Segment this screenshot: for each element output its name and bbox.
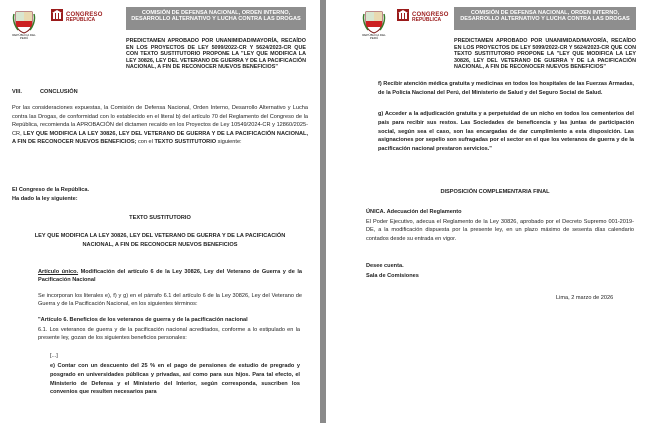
quote-paragraph-6-1: 6.1. Los veteranos de guerra y de la pacificación nacional acreditados, conforme a lo estipulado en la presente ley, gozan de los siguientes beneficios personales: [38,327,300,342]
articulo-body: Se incorporan los literales e), f) y g) en el párrafo 6.1 del artículo 6 de la Ley 30826, Ley del Veterano de Guerra y de la Pacificación Nacional, en los siguientes términos: [38,293,302,308]
document-page-left [0,0,320,423]
commission-line-1: COMISIÓN DE DEFENSA NACIONAL, ORDEN INTERNO, [470,10,620,16]
ha-dado-line: Ha dado la ley siguiente: [12,196,78,202]
republica-wordmark: REPÚBLICA [412,17,442,23]
document-page-right [326,0,650,423]
desee-cuenta: Desee cuenta. [366,263,404,269]
articulo-unico [38,268,302,285]
predictamen-heading: PREDICTAMEN APROBADO POR UNANIMIDAD/MAYORÍA, RECAÍDO EN LOS PROYECTOS DE LEY 5099/2022-CR Y 5624/2023-CR QUE CON TEXTO SUSTITUTORIO PROPONE LA "LEY QUE MODIFICA LA LEY 30826, LEY DEL VETERANO DE GUERRA Y DE LA PACIFICACIÓN NACIONAL, A FIN DE RECONOCER NUEVOS BENEFICIOS" [454,38,636,71]
texto-sustitutorio-title: TEXTO SUSTITUTORIO [129,215,191,221]
commission-header [454,7,636,30]
congreso-wordmark: CONGRESO [66,12,103,18]
sala-de-comisiones: Sala de Comisiones [366,273,419,279]
congreso-logo-icon [396,8,410,22]
predictamen-heading: PREDICTAMEN APROBADO POR UNANIMIDAD/MAYORÍA, RECAÍDO EN LOS PROYECTOS DE LEY 5099/2022-CR Y 5624/2023-CR QUE CON TEXTO SUSTITUTORIO PROPONE LA "LEY QUE MODIFICA LA LEY 30826, LEY DEL VETERANO DE GUERRA Y DE LA PACIFICACIÓN NACIONAL, A FIN DE RECONOCER NUEVOS BENEFICIOS" [126,38,306,71]
congreso-logo-icon [50,8,64,22]
section-title: CONCLUSIÓN [40,89,78,95]
republica-wordmark: REPÚBLICA [66,17,96,23]
item-g: g) Acceder a la adjudicación gratuita y a perpetuidad de un nicho en todos los cementerios del país para recibir sus restos. Las Sociedades de beneficencia y las juntas de participación social, según sea el caso, son las encargadas de dar cumplimiento a esta disposición. Las asignaciones por sepelio son sufragadas por el sector en el que los veteranos de guerra y de la pacificación nacional prestaron servicios." [378,111,634,153]
conclusion-paragraph [12,104,308,147]
item-f: f) Recibir atención médica gratuita y medicinas en todos los hospitales de las Fuerzas Armadas, de la Policía Nacional del Perú, del Ministerio de Salud y del Seguro Social de Salud. [378,81,634,96]
law-name-inline: LEY QUE MODIFICA LA LEY 30826, LEY DEL VETERANO DE GUERRA Y DE LA PACIFICACIÓN NACIONAL, A FIN DE RECONOCER NUEVOS BENEFICIOS; [12,130,308,146]
quote-title: "Artículo 6. Beneficios de los veteranos de guerra y de la pacificación nacional [38,317,248,323]
conclusion-ending: siguiente: [216,139,242,146]
section-number: VIII. [12,89,22,95]
unica-body: El Poder Ejecutivo, adecua el Reglamento de la Ley 30826, aprobado por el Decreto Supremo 001-2019-DE, a la modificación dispuesta por la presente ley, en un plazo máximo de sesenta días calendario contados desde su entrada en vigor. [366,219,634,242]
peru-coat-of-arms-icon [12,8,36,34]
law-title: LEY QUE MODIFICA LA LEY 30826, LEY DEL VETERANO DE GUERRA Y DE LA PACIFICACIÓN NACIONAL, A FIN DE RECONOCER NUEVOS BENEFICIOS [34,233,286,248]
commission-line-1: COMISIÓN DE DEFENSA NACIONAL, ORDEN INTERNO, [141,10,291,16]
peru-coat-of-arms-icon [362,8,386,34]
conclusion-text: Por las consideraciones expuestas, la Comisión de Defensa Nacional, Orden Interno, Desarrollo Alternativo y Lucha contra las Drogas, de conformidad con lo establecido en el literal b) del artículo 70 del Reglamento del Congreso de la República, recomienda la APROBACIÓN del dictamen recaído en los Proyectos de Ley 10549/2024-CR y 12860/2025-CR, [12,105,308,137]
ellipsis: [...] [50,353,58,359]
commission-header [126,7,306,30]
articulo-unico-title: Modificación del artículo 6 de la Ley 30826, Ley del Veterano de Guerra y de la Pacificación Nacional [38,269,302,284]
unica-label: ÚNICA. Adecuación del Reglamento [366,209,462,215]
commission-line-2: DESARROLLO ALTERNATIVO Y LUCHA CONTRA LAS DROGAS [460,16,630,23]
signature-date: Lima, 2 marzo de 2026 [556,295,614,301]
texto-sustitutorio-inline: TEXTO SUSTITUTORIO [154,139,217,146]
articulo-unico-label: Artículo único. [38,269,79,275]
conclusion-connector: con el [136,139,155,146]
congreso-line: El Congreso de la República. [12,187,90,193]
seal-label: REPÚBLICA DEL PERÚ [362,33,386,40]
disposicion-title: DISPOSICIÓN COMPLEMENTARIA FINAL [440,189,550,195]
item-e: e) Contar con un descuento del 25 % en el pago de pensiones de estudio de pregrado y posgrado en universidades públicas y privadas, así como para sus hijos. Para tal efecto, el Ministerio de Defensa y el Ministerio del Interior, según corresponda, suscriben los convenios que resulten necesarios para [50,363,300,396]
seal-label: REPÚBLICA DEL PERÚ [12,33,36,40]
commission-line-2: DESARROLLO ALTERNATIVO Y LUCHA CONTRA LAS DROGAS [131,16,301,23]
congreso-wordmark: CONGRESO [412,12,449,18]
